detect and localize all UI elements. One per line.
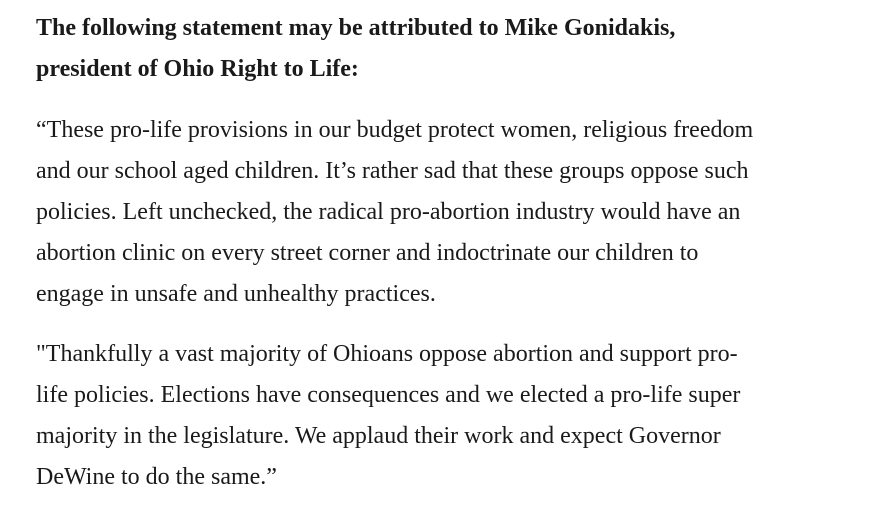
statement-document xyxy=(36,8,866,517)
quote-paragraph-2 xyxy=(36,334,866,498)
statement-heading xyxy=(36,8,866,90)
paragraph-line: engage in unsafe and unhealthy practices. xyxy=(36,281,436,307)
paragraph-line: "Thankfully a vast majority of Ohioans oppose abortion and support pro- xyxy=(36,341,738,367)
paragraph-line: DeWine to do the same.” xyxy=(36,464,277,490)
paragraph-line: majority in the legislature. We applaud their work and expect Governor xyxy=(36,423,721,449)
paragraph-line: life policies. Elections have consequences and we elected a pro-life super xyxy=(36,382,741,408)
paragraph-line: “These pro-life provisions in our budget protect women, religious freedom xyxy=(36,117,754,143)
quote-paragraph-1 xyxy=(36,110,866,315)
paragraph-line: and our school aged children. It’s rather sad that these groups oppose such xyxy=(36,158,749,184)
paragraph-line: abortion clinic on every street corner and indoctrinate our children to xyxy=(36,240,699,266)
paragraph-line: policies. Left unchecked, the radical pro-abortion industry would have an xyxy=(36,199,741,225)
heading-line: The following statement may be attributed to Mike Gonidakis, xyxy=(36,15,676,41)
heading-line: president of Ohio Right to Life: xyxy=(36,56,359,82)
